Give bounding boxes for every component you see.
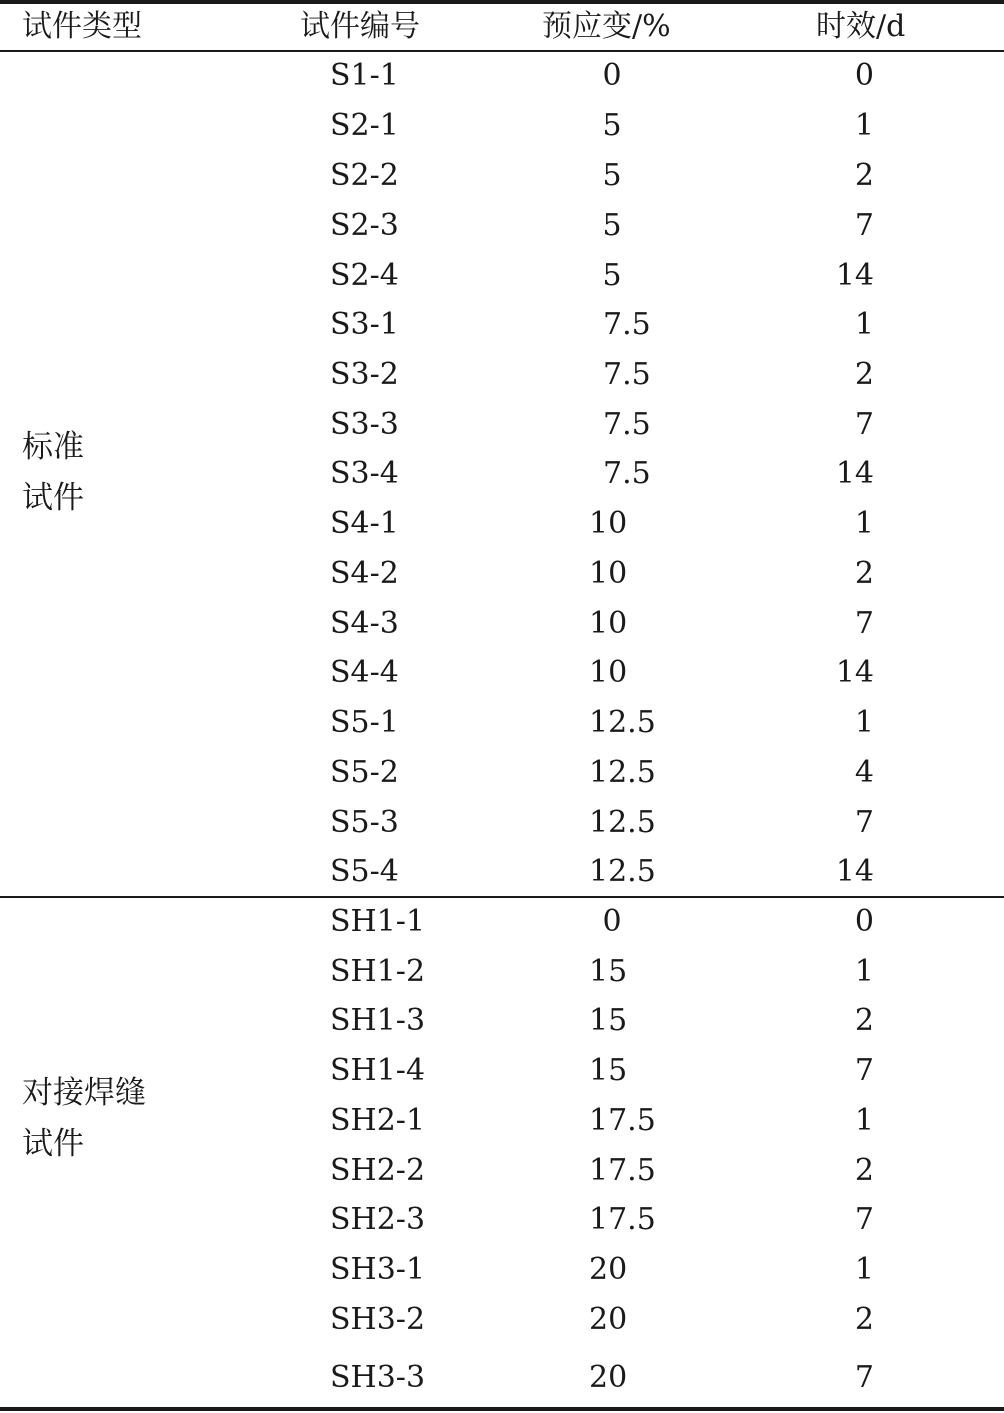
cell-specimen-id: S2-3 bbox=[330, 208, 399, 243]
table-bottom-rule bbox=[0, 1407, 1004, 1411]
cell-specimen-id: S2-4 bbox=[330, 258, 399, 293]
column-header-specimen-id: 试件编号 bbox=[300, 9, 420, 44]
cell-specimen-id: S5-2 bbox=[330, 755, 399, 790]
group-label-specimen-type bbox=[22, 1068, 146, 1170]
cell-specimen-id: SH2-1 bbox=[330, 1103, 426, 1138]
cell-aging-days: 7 bbox=[854, 208, 874, 243]
cell-aging-days: 7 bbox=[854, 1360, 874, 1395]
cell-prestrain: 10 bbox=[589, 556, 628, 591]
cell-aging-days: 2 bbox=[854, 1003, 874, 1038]
cell-prestrain: 0 bbox=[602, 58, 622, 93]
table-top-rule bbox=[0, 0, 1004, 4]
table-header bbox=[0, 6, 1004, 50]
cell-prestrain: 7.5 bbox=[603, 357, 651, 392]
cell-prestrain: 0 bbox=[602, 904, 622, 939]
cell-specimen-id: S2-1 bbox=[330, 108, 399, 143]
cell-prestrain: 5 bbox=[602, 108, 622, 143]
cell-prestrain: 10 bbox=[589, 655, 628, 690]
cell-aging-days: 1 bbox=[854, 1252, 874, 1287]
cell-specimen-id: S5-4 bbox=[330, 854, 399, 889]
group-divider-rule bbox=[0, 896, 1004, 898]
cell-aging-days: 14 bbox=[835, 456, 874, 491]
cell-specimen-id: SH1-1 bbox=[330, 904, 426, 939]
cell-prestrain: 5 bbox=[602, 208, 622, 243]
cell-specimen-id: SH2-3 bbox=[330, 1202, 426, 1237]
cell-specimen-id: SH1-2 bbox=[330, 954, 426, 989]
cell-prestrain: 7.5 bbox=[603, 407, 651, 442]
cell-prestrain: 5 bbox=[602, 258, 622, 293]
cell-prestrain: 20 bbox=[589, 1360, 628, 1395]
cell-aging-days: 14 bbox=[835, 655, 874, 690]
cell-aging-days: 0 bbox=[854, 904, 874, 939]
cell-prestrain: 10 bbox=[589, 606, 628, 641]
cell-aging-days: 2 bbox=[854, 357, 874, 392]
cell-prestrain: 7.5 bbox=[603, 307, 651, 342]
cell-aging-days: 1 bbox=[854, 1103, 874, 1138]
cell-prestrain: 15 bbox=[589, 1053, 628, 1088]
cell-aging-days: 4 bbox=[854, 755, 874, 790]
group-label-line: 试件 bbox=[22, 480, 84, 516]
group-label-specimen-type bbox=[22, 422, 84, 524]
cell-prestrain: 12.5 bbox=[589, 755, 656, 790]
cell-aging-days: 2 bbox=[854, 1153, 874, 1188]
cell-specimen-id: S3-1 bbox=[330, 307, 399, 342]
cell-aging-days: 14 bbox=[835, 854, 874, 889]
cell-prestrain: 15 bbox=[589, 1003, 628, 1038]
cell-specimen-id: S3-3 bbox=[330, 407, 399, 442]
cell-specimen-id: S3-4 bbox=[330, 456, 399, 491]
cell-aging-days: 7 bbox=[854, 407, 874, 442]
cell-specimen-id: S1-1 bbox=[330, 58, 399, 93]
cell-prestrain: 20 bbox=[589, 1252, 628, 1287]
cell-specimen-id: SH3-3 bbox=[330, 1360, 426, 1395]
cell-aging-days: 14 bbox=[835, 258, 874, 293]
cell-prestrain: 17.5 bbox=[589, 1202, 656, 1237]
cell-aging-days: 1 bbox=[854, 954, 874, 989]
cell-specimen-id: S4-4 bbox=[330, 655, 399, 690]
cell-aging-days: 1 bbox=[854, 705, 874, 740]
cell-specimen-id: S4-1 bbox=[330, 506, 399, 541]
cell-prestrain: 12.5 bbox=[589, 805, 656, 840]
column-header-prestrain: 预应变/% bbox=[542, 9, 671, 44]
cell-prestrain: 5 bbox=[602, 158, 622, 193]
cell-prestrain: 17.5 bbox=[589, 1103, 656, 1138]
cell-specimen-id: SH1-3 bbox=[330, 1003, 426, 1038]
cell-aging-days: 7 bbox=[854, 1202, 874, 1237]
cell-aging-days: 2 bbox=[854, 556, 874, 591]
cell-prestrain: 20 bbox=[589, 1302, 628, 1337]
cell-aging-days: 7 bbox=[854, 606, 874, 641]
cell-specimen-id: S5-3 bbox=[330, 805, 399, 840]
header-rule bbox=[0, 50, 1004, 52]
column-header-aging-days: 时效/d bbox=[816, 9, 906, 44]
cell-specimen-id: SH2-2 bbox=[330, 1153, 426, 1188]
cell-aging-days: 7 bbox=[854, 1053, 874, 1088]
cell-prestrain: 15 bbox=[589, 954, 628, 989]
cell-specimen-id: SH3-1 bbox=[330, 1252, 426, 1287]
cell-aging-days: 2 bbox=[854, 158, 874, 193]
cell-prestrain: 17.5 bbox=[589, 1153, 656, 1188]
cell-specimen-id: S4-2 bbox=[330, 556, 399, 591]
cell-prestrain: 12.5 bbox=[589, 854, 656, 889]
cell-specimen-id: S3-2 bbox=[330, 357, 399, 392]
cell-aging-days: 0 bbox=[854, 58, 874, 93]
cell-aging-days: 2 bbox=[854, 1302, 874, 1337]
cell-specimen-id: SH1-4 bbox=[330, 1053, 426, 1088]
cell-aging-days: 1 bbox=[854, 307, 874, 342]
group-label-line: 试件 bbox=[22, 1126, 84, 1162]
cell-prestrain: 7.5 bbox=[603, 456, 651, 491]
cell-specimen-id: S2-2 bbox=[330, 158, 399, 193]
cell-specimen-id: SH3-2 bbox=[330, 1302, 426, 1337]
column-header-specimen-type: 试件类型 bbox=[22, 9, 142, 44]
group-label-line: 对接焊缝 bbox=[22, 1075, 146, 1111]
cell-specimen-id: S5-1 bbox=[330, 705, 399, 740]
cell-prestrain: 10 bbox=[589, 506, 628, 541]
group-label-line: 标准 bbox=[22, 429, 84, 465]
cell-aging-days: 1 bbox=[854, 506, 874, 541]
cell-aging-days: 7 bbox=[854, 805, 874, 840]
cell-specimen-id: S4-3 bbox=[330, 606, 399, 641]
cell-prestrain: 12.5 bbox=[589, 705, 656, 740]
cell-aging-days: 1 bbox=[854, 108, 874, 143]
